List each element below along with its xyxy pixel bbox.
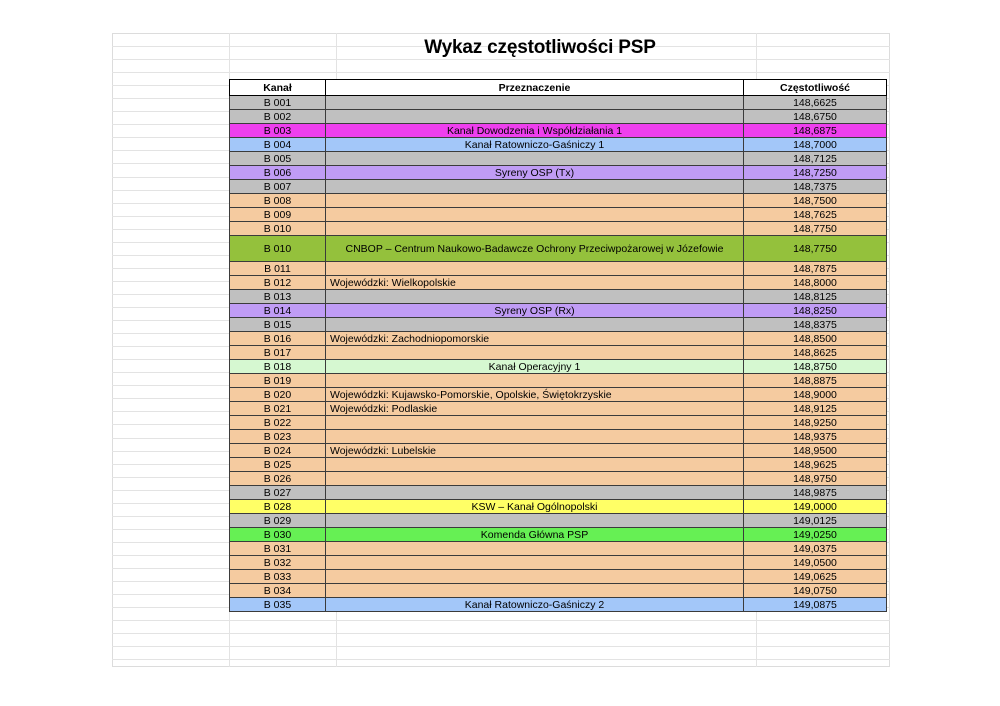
cell-przeznaczenie: Kanał Ratowniczo-Gaśniczy 2 [326,598,744,612]
cell-czestotliwosc: 148,9375 [744,430,887,444]
cell-kanal: B 026 [230,472,326,486]
table-row [230,542,887,556]
cell-czestotliwosc: 149,0375 [744,542,887,556]
cell-czestotliwosc: 148,6875 [744,124,887,138]
table-row [230,444,887,458]
cell-czestotliwosc: 148,9500 [744,444,887,458]
cell-przeznaczenie [326,570,744,584]
cell-przeznaczenie: Wojewódzki: Podlaskie [326,402,744,416]
table-row [230,124,887,138]
cell-przeznaczenie: KSW – Kanał Ogólnopolski [326,500,744,514]
table-row [230,222,887,236]
cell-czestotliwosc: 148,7250 [744,166,887,180]
table-row [230,514,887,528]
cell-czestotliwosc: 148,8000 [744,276,887,290]
cell-kanal: B 010 [230,236,326,262]
cell-czestotliwosc: 148,9875 [744,486,887,500]
cell-przeznaczenie: CNBOP – Centrum Naukowo-Badawcze Ochrony Przeciwpożarowej w Józefowie [326,236,744,262]
cell-czestotliwosc: 148,7750 [744,222,887,236]
cell-kanal: B 017 [230,346,326,360]
table-row [230,276,887,290]
cell-czestotliwosc: 148,8625 [744,346,887,360]
cell-przeznaczenie [326,110,744,124]
cell-kanal: B 009 [230,208,326,222]
cell-przeznaczenie [326,458,744,472]
table-row [230,570,887,584]
cell-kanal: B 008 [230,194,326,208]
cell-przeznaczenie: Kanał Dowodzenia i Współdziałania 1 [326,124,744,138]
table-row [230,332,887,346]
table-row [230,486,887,500]
cell-przeznaczenie: Syreny OSP (Rx) [326,304,744,318]
cell-kanal: B 021 [230,402,326,416]
cell-kanal: B 024 [230,444,326,458]
cell-czestotliwosc: 148,7000 [744,138,887,152]
cell-czestotliwosc: 148,7625 [744,208,887,222]
cell-przeznaczenie [326,374,744,388]
table-row [230,500,887,514]
cell-przeznaczenie: Syreny OSP (Tx) [326,166,744,180]
cell-czestotliwosc: 148,9750 [744,472,887,486]
cell-czestotliwosc: 149,0875 [744,598,887,612]
cell-czestotliwosc: 149,0250 [744,528,887,542]
cell-kanal: B 001 [230,96,326,110]
cell-przeznaczenie [326,208,744,222]
cell-kanal: B 035 [230,598,326,612]
table-body [230,96,887,612]
cell-czestotliwosc: 148,7375 [744,180,887,194]
cell-przeznaczenie [326,542,744,556]
cell-przeznaczenie: Wojewódzki: Wielkopolskie [326,276,744,290]
cell-czestotliwosc: 149,0000 [744,500,887,514]
cell-kanal: B 019 [230,374,326,388]
table-row [230,304,887,318]
table-row [230,402,887,416]
cell-czestotliwosc: 149,0500 [744,556,887,570]
cell-czestotliwosc: 148,7875 [744,262,887,276]
table-row [230,584,887,598]
cell-czestotliwosc: 148,6750 [744,110,887,124]
table-row [230,152,887,166]
table-row [230,374,887,388]
table-row [230,346,887,360]
cell-czestotliwosc: 148,8250 [744,304,887,318]
cell-czestotliwosc: 148,8375 [744,318,887,332]
cell-kanal: B 018 [230,360,326,374]
table-row [230,208,887,222]
cell-przeznaczenie [326,96,744,110]
cell-czestotliwosc: 148,8750 [744,360,887,374]
table-row [230,166,887,180]
cell-czestotliwosc: 148,7750 [744,236,887,262]
cell-przeznaczenie [326,262,744,276]
table-row [230,138,887,152]
cell-przeznaczenie: Wojewódzki: Lubelskie [326,444,744,458]
cell-czestotliwosc: 148,9625 [744,458,887,472]
cell-kanal: B 029 [230,514,326,528]
table-row [230,110,887,124]
cell-przeznaczenie: Wojewódzki: Kujawsko-Pomorskie, Opolskie, Świętokrzyskie [326,388,744,402]
cell-przeznaczenie [326,290,744,304]
cell-przeznaczenie [326,416,744,430]
cell-kanal: B 002 [230,110,326,124]
table-row [230,472,887,486]
cell-kanal: B 028 [230,500,326,514]
cell-przeznaczenie [326,584,744,598]
table-row [230,528,887,542]
cell-przeznaczenie [326,152,744,166]
cell-czestotliwosc: 148,7125 [744,152,887,166]
cell-przeznaczenie: Kanał Operacyjny 1 [326,360,744,374]
cell-kanal: B 007 [230,180,326,194]
table-row [230,194,887,208]
table-row [230,430,887,444]
cell-przeznaczenie [326,430,744,444]
cell-kanal: B 031 [230,542,326,556]
table-row [230,360,887,374]
table-row [230,556,887,570]
column-header-kanal: Kanał [230,80,326,96]
table-row [230,262,887,276]
cell-przeznaczenie [326,514,744,528]
page-title: Wykaz częstotliwości PSP [424,37,656,58]
cell-przeznaczenie [326,346,744,360]
table-row [230,180,887,194]
cell-przeznaczenie [326,222,744,236]
cell-kanal: B 006 [230,166,326,180]
cell-przeznaczenie [326,486,744,500]
cell-czestotliwosc: 149,0125 [744,514,887,528]
cell-czestotliwosc: 149,0750 [744,584,887,598]
column-header-przeznaczenie: Przeznaczenie [326,80,744,96]
cell-czestotliwosc: 148,8125 [744,290,887,304]
cell-kanal: B 005 [230,152,326,166]
table-row [230,416,887,430]
cell-czestotliwosc: 148,7500 [744,194,887,208]
table-row [230,318,887,332]
cell-przeznaczenie [326,180,744,194]
frequency-table [229,79,887,612]
cell-kanal: B 010 [230,222,326,236]
cell-kanal: B 032 [230,556,326,570]
table-row [230,388,887,402]
cell-czestotliwosc: 148,6625 [744,96,887,110]
cell-czestotliwosc: 149,0625 [744,570,887,584]
cell-czestotliwosc: 148,9250 [744,416,887,430]
cell-kanal: B 003 [230,124,326,138]
cell-czestotliwosc: 148,8875 [744,374,887,388]
cell-przeznaczenie [326,472,744,486]
cell-kanal: B 004 [230,138,326,152]
cell-kanal: B 022 [230,416,326,430]
cell-przeznaczenie: Kanał Ratowniczo-Gaśniczy 1 [326,138,744,152]
cell-kanal: B 011 [230,262,326,276]
table-row [230,96,887,110]
cell-czestotliwosc: 148,9125 [744,402,887,416]
cell-przeznaczenie [326,194,744,208]
cell-czestotliwosc: 148,9000 [744,388,887,402]
table-row [230,236,887,262]
column-header-czestotliwosc: Częstotliwość [744,80,887,96]
cell-kanal: B 015 [230,318,326,332]
cell-kanal: B 030 [230,528,326,542]
cell-kanal: B 027 [230,486,326,500]
cell-kanal: B 016 [230,332,326,346]
cell-przeznaczenie: Wojewódzki: Zachodniopomorskie [326,332,744,346]
table-header [230,80,887,96]
cell-przeznaczenie [326,318,744,332]
table-row [230,598,887,612]
cell-przeznaczenie: Komenda Główna PSP [326,528,744,542]
cell-kanal: B 012 [230,276,326,290]
cell-czestotliwosc: 148,8500 [744,332,887,346]
cell-kanal: B 023 [230,430,326,444]
table-row [230,458,887,472]
table-header-row [230,80,887,96]
cell-kanal: B 014 [230,304,326,318]
cell-kanal: B 025 [230,458,326,472]
cell-kanal: B 013 [230,290,326,304]
table-row [230,290,887,304]
cell-kanal: B 034 [230,584,326,598]
cell-kanal: B 020 [230,388,326,402]
cell-przeznaczenie [326,556,744,570]
cell-kanal: B 033 [230,570,326,584]
